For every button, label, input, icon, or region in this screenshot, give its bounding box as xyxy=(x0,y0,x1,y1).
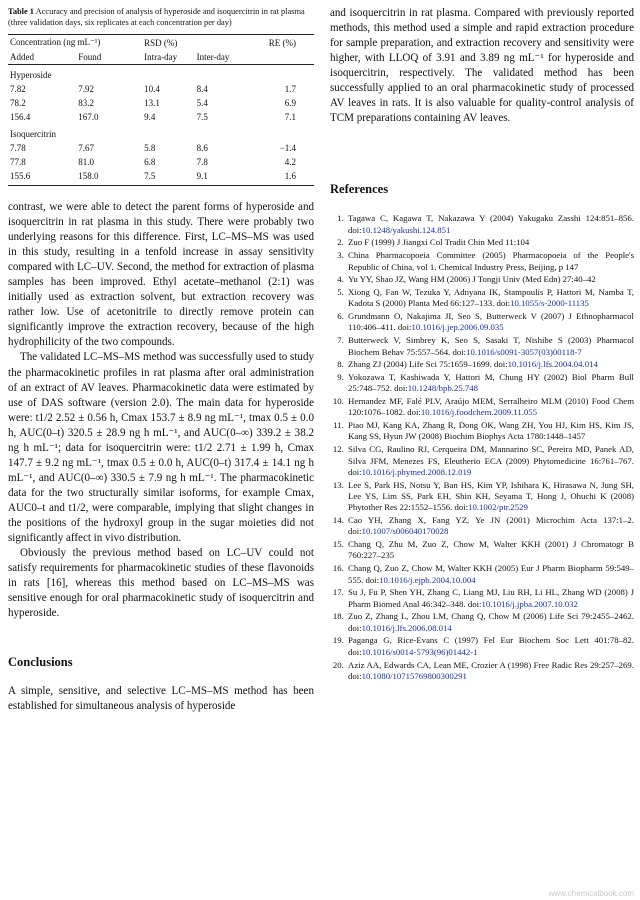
reference-item xyxy=(346,635,634,658)
table-group-row xyxy=(8,65,314,83)
doi-link[interactable]: 10.1016/j.jpba.2007.10.032 xyxy=(481,598,578,609)
reference-text: Zhang ZJ (2004) Life Sci 75:1659–1699. doi: xyxy=(348,359,508,370)
reference-text: Xiong Q, Fan W, Tezuka Y, Adnyana IK, Stampoulis P, Hattori M, Namba T, Kadota S (2000) Planta Med 66:127–133. doi: xyxy=(348,287,634,309)
reference-item xyxy=(346,287,634,310)
cell-re: −1.4 xyxy=(279,143,296,153)
doi-link[interactable]: 10.1016/j.foodchem.2009.11.055 xyxy=(420,407,538,418)
reference-item xyxy=(346,420,634,443)
references-list xyxy=(330,213,634,682)
references-heading: References xyxy=(330,182,389,197)
cell-added: 155.6 xyxy=(8,169,76,186)
cell-added: 7.82 xyxy=(10,84,26,94)
reference-item xyxy=(346,396,634,419)
reference-text: Chang Q, Zhu M, Zuo Z, Chow M, Walter KKH (2001) J Chromatogr B 760:227–235 xyxy=(348,539,634,561)
reference-item xyxy=(346,587,634,610)
paragraph: A simple, sensitive, and selective LC–MS–MS method has been established for simultaneous analysis of hyperoside xyxy=(8,685,314,713)
table-row xyxy=(8,96,314,110)
conclusions-heading: Conclusions xyxy=(8,655,73,670)
cell-added: 77.8 xyxy=(10,157,26,167)
cell-re: 4.2 xyxy=(284,157,296,167)
reference-text: Su J, Fu P, Shen YH, Zhang C, Liang MJ, Liu RH, Li HL, Zhang WD (2008) J Pharm Biomed Anal 46:342–348. doi: xyxy=(348,587,634,609)
reference-text: Lee S, Park HS, Notsu Y, Ban HS, Kim YP, Ishihara K, Hirasawa N, Jung SH, Lee YS, Lim SS, Park EH, Shin KH, Seyama T, Hong J, Ohuchi K (2008) Phytother Res 22:1552–1556. doi: xyxy=(348,479,634,513)
table-caption-text: Accuracy and precision of analysis of hyperoside and isoquercitrin in rat plasma (three validation days, six replicates at each concentration per day) xyxy=(8,7,305,27)
cell-re: 1.6 xyxy=(247,169,314,186)
col-rsd-header: RSD (%) xyxy=(142,35,247,51)
doi-link[interactable]: 10.1016/j.lfs.2006.08.014 xyxy=(361,622,452,633)
cell-added: 7.78 xyxy=(10,143,26,153)
reference-text: Cao YH, Zhang X, Fang YZ, Ye JN (2001) Microchim Acta 137:1–2. doi: xyxy=(348,515,634,537)
table-caption xyxy=(8,6,314,28)
cell-added: 78.2 xyxy=(10,98,26,108)
col-concentration-header: Concentration (ng mL⁻¹) xyxy=(8,35,142,51)
cell-inter: 5.4 xyxy=(196,98,208,108)
col-re-header: RE (%) xyxy=(247,35,314,51)
cell-inter: 9.1 xyxy=(195,169,247,186)
reference-item xyxy=(346,274,634,285)
left-column xyxy=(8,6,314,714)
accuracy-precision-table xyxy=(8,34,314,186)
conclusions-continued xyxy=(330,6,634,126)
table-row xyxy=(8,82,314,96)
reference-text: Hernandez MF, Falé PLV, Araújo MEM, Serralheiro MLM (2010) Food Chem 120:1076–1082. doi: xyxy=(348,396,634,418)
table-caption-label: Table 1 xyxy=(8,7,34,16)
table-row xyxy=(8,169,314,186)
reference-item xyxy=(346,611,634,634)
cell-re: 7.1 xyxy=(284,112,296,122)
reference-item xyxy=(346,237,634,248)
group-label: Isoquercitrin xyxy=(10,129,56,139)
reference-text: Piao MJ, Kang KA, Zhang R, Dong OK, Wang ZH, You HJ, Kim HS, Kim JS, Kang SS, Hyun JW (2008) Biochim Biophys Acta 1780:1448–1457 xyxy=(348,420,634,442)
cell-added: 156.4 xyxy=(10,112,31,122)
cell-re: 6.9 xyxy=(284,98,296,108)
conclusions-text xyxy=(8,684,314,714)
cell-found: 158.0 xyxy=(76,169,142,186)
cell-found: 81.0 xyxy=(78,157,94,167)
doi-link[interactable]: 10.1016/j.ejpb.2004.10.004 xyxy=(379,574,476,585)
table-body xyxy=(8,65,314,186)
reference-text: Tagawa C, Kagawa T, Nakazawa Y (2004) Yakugaku Zasshi 124:851–856. doi: xyxy=(348,213,634,235)
paragraph: The validated LC–MS–MS method was successfully used to study the pharmacokinetic profiles in rat plasma after oral administration of an extract of AV leaves. Pharmacokinetic data were estimated by use of DAS software (version 2.0). The main data for hyperoside were: t1/2 2.52 ± 0.56 h, Cmax 153.7 ± 8.9 ng mL⁻¹, tmax 0.5 ± 0.0 h, AUC(0–t) 320.5 ± 28.9 ng h mL⁻¹, and AUC(0–∞) 339.2 ± 38.2 ng h mL⁻¹; data for isoquercitrin were: t1/2 2.71 ± 1.99 h, Cmax 147.7 ± 9.2 ng mL⁻¹, tmax 0.5 ± 0.0 h, AUC(0–t) 317.4 ± 14.1 ng h mL⁻¹, and AUC(0–∞) 330.5 ± 7.9 ng h mL⁻¹. The pharmacokinetic data for the two structurally similar isoforms, for example Cmax, AUC0–t and t1/2, were comparable, implying that slight changes in the positions of the hydroxyl group in the sugar moieties did not significantly affect in vivo distribution. xyxy=(8,351,314,545)
reference-item xyxy=(346,480,634,514)
reference-item xyxy=(346,335,634,358)
table-row xyxy=(8,155,314,169)
doi-link[interactable]: 10.1248/yakushi.124.851 xyxy=(361,224,451,235)
reference-text: Butterweck V, Simbrey K, Seo S, Sasaki T, Nishibe S (2003) Pharmacol Biochem Behav 75:557–564. doi: xyxy=(348,335,634,357)
reference-item xyxy=(346,563,634,586)
cell-found: 7.67 xyxy=(78,143,94,153)
cell-re: 1.7 xyxy=(284,84,296,94)
reference-text: Grundmann O, Nakajima JI, Seo S, Butterweck V (2007) J Ethnopharmacol 110:406–411. doi: xyxy=(348,311,634,333)
table-row xyxy=(8,110,314,124)
cell-found: 167.0 xyxy=(78,112,99,122)
sub-header-inter: Inter-day xyxy=(195,50,247,65)
sub-header-added: Added xyxy=(8,50,76,65)
reference-text: China Pharmacopoeia Committee (2005) Pharmacopoeia of the People's Republic of China, vol 1. Chemical Industry Press, Beijing, p 147 xyxy=(348,250,634,272)
doi-link[interactable]: 10.1016/j.phymed.2008.12.019 xyxy=(361,466,472,477)
reference-text: Chang Q, Zuo Z, Chow M, Walter KKH (2005) Eur J Pharm Biopharm 59:549–555. doi: xyxy=(348,563,634,585)
reference-text: Zuo Z, Zhang L, Zhou LM, Chang Q, Chow M (2006) Life Sci 79:2455–2462. doi: xyxy=(348,611,634,633)
reference-text: Aziz AA, Edwards CA, Lean ME, Crozier A (1998) Free Radic Res 29:257–269. doi: xyxy=(348,659,634,681)
doi-link[interactable]: 10.1002/ptr.2529 xyxy=(468,502,528,513)
cell-inter: 7.8 xyxy=(196,157,208,167)
reference-item xyxy=(346,250,634,273)
group-label: Hyperoside xyxy=(10,70,52,80)
reference-item xyxy=(346,359,634,370)
cell-found: 7.92 xyxy=(78,84,94,94)
doi-link[interactable]: 10.1016/s0091-3057(03)00118-7 xyxy=(466,346,582,357)
doi-link[interactable]: 10.1080/10715769800300291 xyxy=(361,670,467,681)
cell-intra: 9.4 xyxy=(144,112,156,122)
cell-intra: 6.8 xyxy=(144,157,156,167)
reference-text: Yu YY, Shao JZ, Wang HM (2006) J Tongji Univ (Med Edn) 27:40–42 xyxy=(348,274,596,285)
doi-link[interactable]: 10.1055/s-2000-11135 xyxy=(510,298,589,309)
doi-link[interactable]: 10.1016/j.lfs.2004.04.014 xyxy=(507,359,598,370)
doi-link[interactable]: 10.1007/s006040170028 xyxy=(361,526,449,537)
reference-item xyxy=(346,372,634,395)
cell-intra: 13.1 xyxy=(144,98,160,108)
paragraph: and isoquercitrin in rat plasma. Compared with previously reported methods, this method used a simple and rapid extraction procedure for sample preparation, and extraction recovery and sensitivity were higher, with LLOQ of 3.91 and 3.89 ng mL⁻¹ for hyperoside and isoquercitrin, respectively. The validated method has been successfully applied to an oral pharmacokinetic study of processed AV leaves in rats. It is also valuable for quality-control analysis of TCM preparations containing AV leaves. xyxy=(330,7,634,125)
reference-text: Silva CG, Raulino RJ, Cerqueira DM, Mannarino SC, Pereira MD, Panek AD, Silva JFM, Menezes FS, Eleutherio ECA (2009) Phytomedicine 16:761–767. doi: xyxy=(348,444,634,477)
cell-inter: 8.4 xyxy=(196,84,208,94)
cell-inter: 8.6 xyxy=(196,143,208,153)
paragraph: contrast, we were able to detect the parent forms of hyperoside and isoquercitrin in rat plasma in this study. There were probably two underlying reasons for this difference. First, LC–MS–MS was used in this study, resulting in a tenfold increase in assay sensitivity compared with LC–UV. Second, the method for extraction of plasma samples has been improved. Ethyl acetate–methanol (2:1) was initially used as extraction solvent, but extraction recovery was rather low. Use of acetonitrile to directly remove protein can significantly improve the extraction recovery, because of the high hydrophilicity of the two compounds. xyxy=(8,201,314,349)
reference-text: Zuo F (1999) J Jiangxi Col Tradit Chin Med 11:104 xyxy=(348,237,530,248)
reference-item xyxy=(346,515,634,538)
sub-header-intra: Intra-day xyxy=(142,50,195,65)
reference-item xyxy=(346,539,634,562)
reference-text: Yokozawa T, Kashiwada Y, Hattori M, Chung HY (2002) Biol Pharm Bull 25:748–752. doi: xyxy=(348,371,634,394)
discussion-text xyxy=(8,200,314,621)
doi-link[interactable]: 10.1248/bpb.25.748 xyxy=(407,383,479,394)
right-column xyxy=(330,6,634,684)
reference-item xyxy=(346,311,634,334)
reference-item xyxy=(346,213,634,236)
cell-found: 83.2 xyxy=(78,98,94,108)
reference-item xyxy=(346,660,634,683)
table-row xyxy=(8,141,314,155)
paragraph: Obviously the previous method based on LC–UV could not satisfy requirements for pharmacokinetic studies of these flavonoids in rats [16], whereas this method based on LC–MS–MS was sensitive enough for oral pharmacokinetic study of isoquercitrin and hyperoside. xyxy=(8,547,314,620)
reference-text: Paganga G, Rice-Evans C (1997) Fel Eur Biochem Soc Lett 401:78–82. doi: xyxy=(348,635,634,657)
cell-intra: 10.4 xyxy=(144,84,160,94)
cell-inter: 7.5 xyxy=(196,112,208,122)
doi-link[interactable]: 10.1016/j.jep.2006.09.035 xyxy=(411,322,504,333)
watermark: www.chemicalbook.com xyxy=(548,889,634,898)
cell-intra: 5.8 xyxy=(144,143,156,153)
cell-intra: 7.5 xyxy=(142,169,195,186)
table-group-row xyxy=(8,124,314,141)
sub-header-found: Found xyxy=(76,50,142,65)
reference-item xyxy=(346,444,634,478)
doi-link[interactable]: 10.1016/s0014-5793(96)01442-1 xyxy=(361,646,478,657)
